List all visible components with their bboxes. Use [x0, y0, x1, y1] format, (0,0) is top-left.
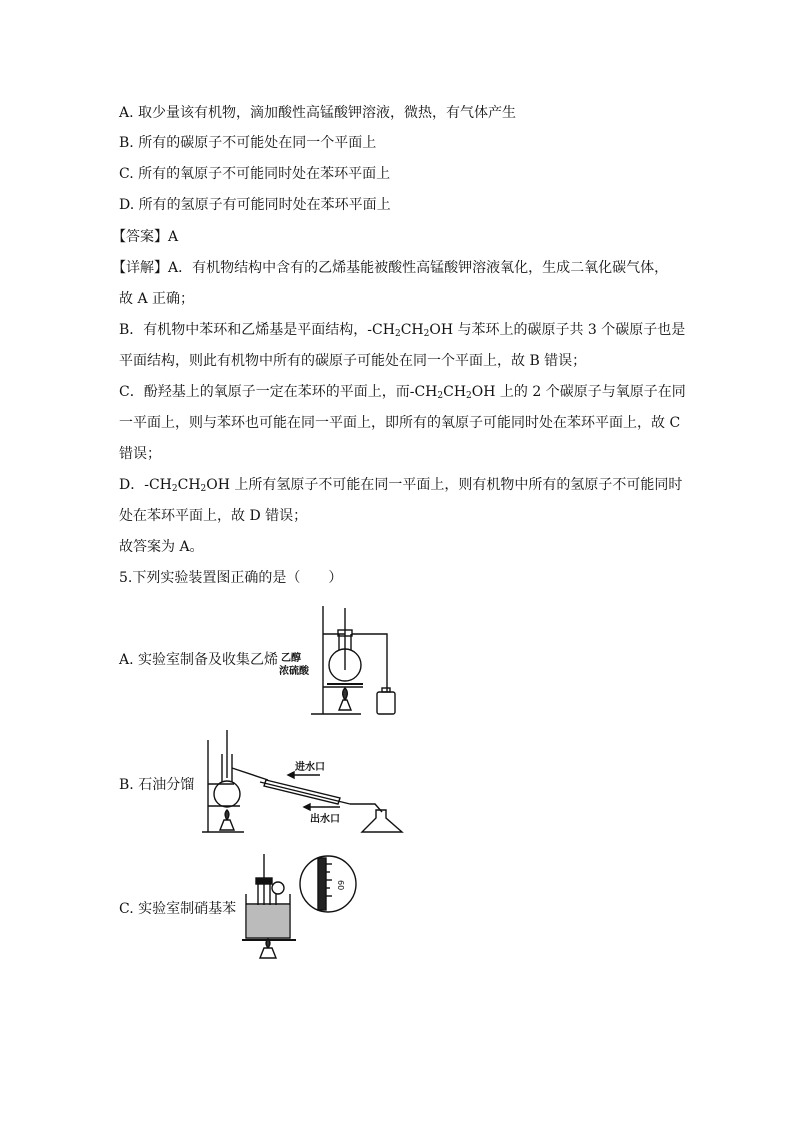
explanation-c-line3: 错误； — [119, 446, 161, 462]
figure-ethylene-apparatus — [279, 600, 405, 720]
explanation-d-line1 — [119, 475, 682, 499]
label-water-outlet: 出水口 — [310, 814, 340, 825]
c-text-post: OH 上的 2 个碳原子与氧原子在同 — [471, 384, 686, 400]
explanation-a-line2: 故 A 正确； — [119, 291, 195, 307]
subscript: 2 — [466, 391, 472, 401]
d-text-pre: D．-CH — [119, 477, 172, 493]
answer: 【答案】A — [112, 229, 179, 245]
b-text-mid: CH — [400, 322, 424, 338]
explanation-a-line1: 【详解】A．有机物结构中含有的乙烯基能被酸性高锰酸钾溶液氧化，生成二氧化碳气体， — [112, 260, 669, 276]
thermometer-scale-label: 60 — [336, 880, 345, 891]
explanation-c-line2: 一平面上，则与苯环也可能在同一平面上，即所有的氧原子可能同时处在苯环平面上，故 C — [119, 415, 681, 431]
subscript: 2 — [437, 391, 444, 401]
d-text-post: OH 上所有氢原子不可能在同一平面上，则有机物中所有的氢原子不可能同时 — [206, 477, 683, 493]
label-water-inlet: 进水口 — [295, 762, 325, 773]
b-text-post: OH 与苯环上的碳原子共 3 个碳原子也是 — [429, 322, 686, 338]
label-sulfuric-acid: 浓硫酸 — [279, 666, 309, 677]
explanation-b-line2: 平面结构，则此有机物中所有的碳原子可能处在同一个平面上，故 B 错误； — [119, 353, 587, 369]
option-d: D. 所有的氢原子有可能同时处在苯环平面上 — [119, 197, 391, 213]
d-text-mid: CH — [177, 477, 201, 493]
b-text-pre: B．有机物中苯环和乙烯基是平面结构，-CH — [119, 322, 395, 338]
explanation-d-line2: 处在苯环平面上，故 D 错误； — [119, 508, 308, 524]
option-b: B. 所有的碳原子不可能处在同一个平面上 — [119, 135, 377, 151]
subscript: 2 — [171, 484, 178, 494]
label-ethanol: 乙醇 — [281, 653, 301, 664]
c-text-mid: CH — [443, 384, 467, 400]
figure-distillation-apparatus — [200, 728, 415, 838]
question5-stem: 5.下列实验装置图正确的是（ ） — [119, 570, 343, 586]
c-text-pre: C．酚羟基上的氧原子一定在苯环的平面上，而-CH — [119, 384, 438, 400]
explanation-c-line1 — [119, 382, 686, 406]
explanation-b-line1 — [119, 320, 685, 344]
subscript: 2 — [200, 484, 207, 494]
figure-nitrobenzene-apparatus — [242, 850, 362, 965]
option-c: C. 所有的氧原子不可能同时处在苯环平面上 — [119, 166, 391, 182]
option-a: A. 取少量该有机物，滴加酸性高锰酸钾溶液，微热，有气体产生 — [119, 105, 517, 121]
question5-option-b: B. 石油分馏 — [119, 777, 195, 793]
conclusion: 故答案为 A。 — [119, 539, 204, 555]
question5-option-c: C. 实验室制硝基苯 — [119, 901, 237, 917]
subscript: 2 — [423, 329, 430, 339]
question5-option-a: A. 实验室制备及收集乙烯 — [119, 652, 279, 668]
subscript: 2 — [394, 329, 401, 339]
